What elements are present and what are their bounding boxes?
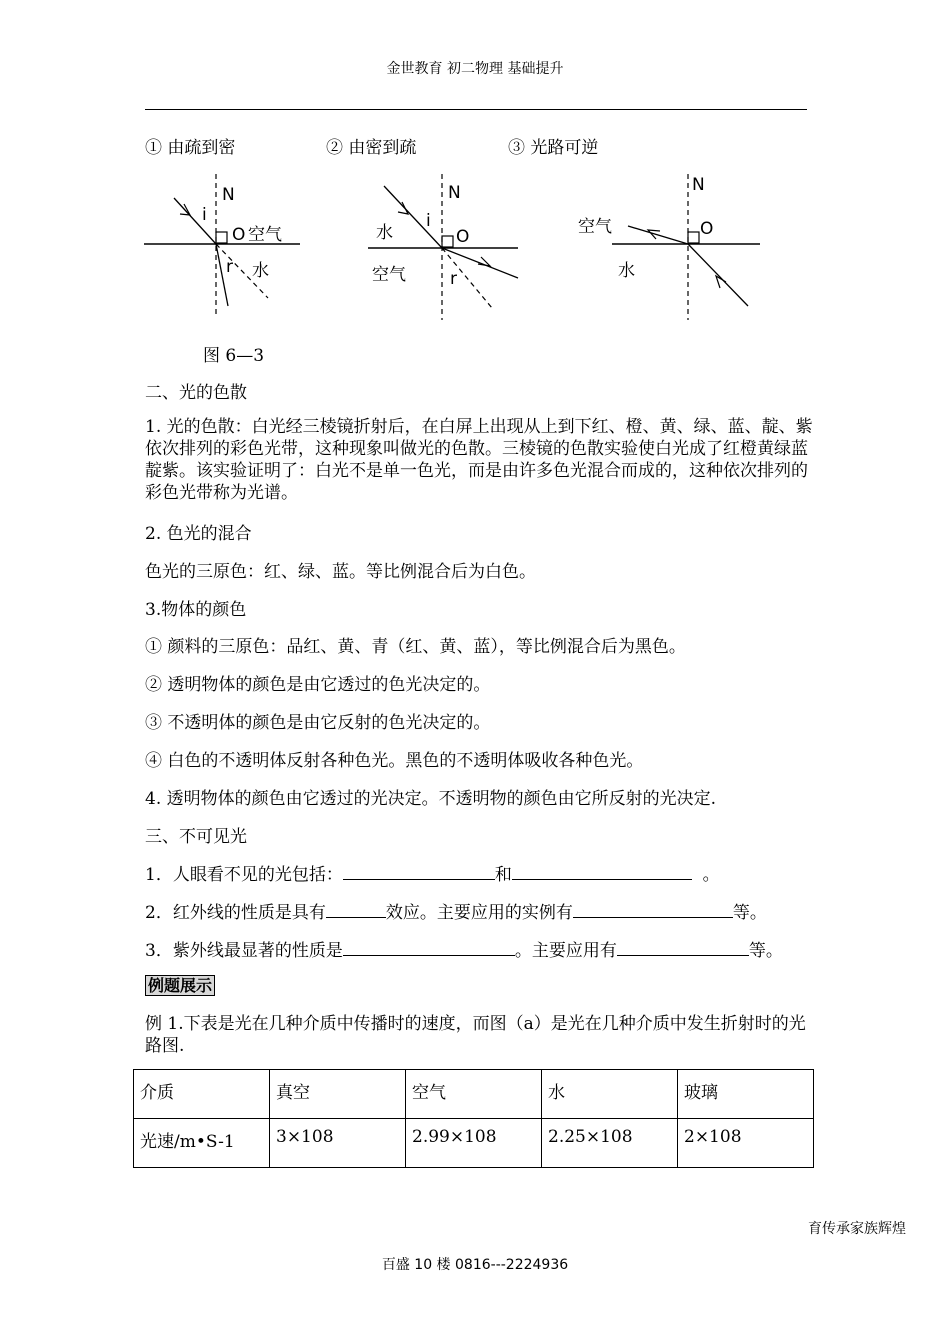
example-heading <box>145 973 215 996</box>
q1-text-b: 和 <box>494 865 512 885</box>
paragraph-summary: 4. 透明物体的颜色由它透过的光决定。不透明物的颜色由它所反射的光决定. <box>145 789 717 809</box>
refraction-diagram-1 <box>140 168 320 328</box>
table-header-cell: 玻璃 <box>678 1070 814 1119</box>
q2-text-b: 效应。主要应用的实例有 <box>385 903 573 923</box>
d1-top-medium: 空气 <box>248 225 282 245</box>
d1-refraction-label: r <box>226 257 233 277</box>
table-header-cell: 水 <box>542 1070 678 1119</box>
q2-text-c: 等。 <box>732 903 767 923</box>
table-header-cell: 空气 <box>406 1070 542 1119</box>
d3-bottom-medium: 水 <box>618 261 635 281</box>
d1-normal-label: N <box>222 185 235 205</box>
q3-text-b: 。主要应用有 <box>514 941 617 961</box>
heading-color-mixing: 2. 色光的混合 <box>145 524 252 544</box>
table-cell: 2.25×108 <box>542 1119 678 1168</box>
example-text: 例 1.下表是光在几种介质中传播时的速度，而图（a）是光在几种介质中发生折射时的光路图. <box>145 1014 806 1056</box>
d2-refraction-label: r <box>450 269 457 289</box>
d3-point-label: O <box>700 219 714 239</box>
table-row <box>134 1119 814 1168</box>
q3-text-c: 等。 <box>748 941 783 961</box>
d3-top-medium: 空气 <box>578 217 612 237</box>
q2-blank-2[interactable] <box>573 901 733 918</box>
d2-bottom-medium: 空气 <box>372 265 406 285</box>
paragraph-dispersion: 1. 光的色散：白光经三棱镜折射后，在白屏上出现从上到下红、橙、黄、绿、蓝、靛、紫依次排列的彩色光带，这种现象叫做光的色散。三棱镜的色散实验使白光成了红橙黄绿蓝靛紫。该实验证明了：白光不是单一色光，而是由许多色光混合而成的，这种依次排列的彩色光带称为光谱。 <box>145 417 813 503</box>
paragraph-white-black: ④ 白色的不透明体反射各种色光。黑色的不透明体吸收各种色光。 <box>145 751 644 771</box>
q2-text-a: 2．红外线的性质是具有 <box>145 903 326 923</box>
section-dispersion-title: 二、光的色散 <box>145 383 247 403</box>
table-cell: 2×108 <box>678 1119 814 1168</box>
refraction-diagram-3 <box>570 168 770 328</box>
q1-blank-2[interactable] <box>512 863 692 880</box>
q3-blank-1[interactable] <box>343 939 515 956</box>
heading-object-color: 3.物体的颜色 <box>145 600 247 620</box>
example-heading-label: 例题展示 <box>145 975 215 996</box>
diagram-title-3: ③ 光路可逆 <box>508 138 599 158</box>
paragraph-opaque: ③ 不透明体的颜色是由它反射的色光决定的。 <box>145 713 491 733</box>
d2-incidence-label: i <box>426 211 431 231</box>
q3-text-a: 3．紫外线最显著的性质是 <box>145 941 343 961</box>
q1-blank-1[interactable] <box>343 863 495 880</box>
light-speed-table <box>133 1069 814 1168</box>
paragraph-primary-light: 色光的三原色：红、绿、蓝。等比例混合后为白色。 <box>145 562 536 582</box>
q1-text-a: 1．人眼看不见的光包括： <box>145 865 343 885</box>
question-2 <box>145 898 767 923</box>
table-cell: 光速/m•S-1 <box>134 1119 270 1168</box>
paragraph-pigment: ① 颜料的三原色：品红、黄、青（红、黄、蓝），等比例混合后为黑色。 <box>145 637 686 657</box>
q1-text-c: 。 <box>702 865 720 885</box>
figure-caption: 图 6—3 <box>203 346 265 366</box>
footer-slogan: 育传承家族辉煌 <box>808 1221 906 1237</box>
d2-point-label: O <box>456 227 470 247</box>
paragraph-transparent: ② 透明物体的颜色是由它透过的色光决定的。 <box>145 675 491 695</box>
diagram-title-1: ① 由疏到密 <box>145 138 236 158</box>
table-header-row <box>134 1070 814 1119</box>
section-invisible-title: 三、不可见光 <box>145 827 247 847</box>
diagram-title-2: ② 由密到疏 <box>326 138 417 158</box>
d1-bottom-medium: 水 <box>252 261 269 281</box>
table-header-cell: 真空 <box>270 1070 406 1119</box>
table-cell: 2.99×108 <box>406 1119 542 1168</box>
page-header: 金世教育 初二物理 基础提升 <box>386 61 564 77</box>
footer-contact: 百盛 10 楼 0816---2224936 <box>381 1257 569 1273</box>
q2-blank-1[interactable] <box>326 901 386 918</box>
d2-normal-label: N <box>448 183 461 203</box>
d2-top-medium: 水 <box>376 223 393 243</box>
q3-blank-2[interactable] <box>617 939 749 956</box>
d3-normal-label: N <box>692 175 705 195</box>
d1-incidence-label: i <box>202 205 207 225</box>
question-3 <box>145 936 783 961</box>
table-cell: 3×108 <box>270 1119 406 1168</box>
question-1 <box>145 860 720 885</box>
d1-point-label: O <box>232 225 246 245</box>
refraction-diagram-2 <box>362 168 542 328</box>
table-header-cell: 介质 <box>134 1070 270 1119</box>
header-rule <box>145 109 807 110</box>
